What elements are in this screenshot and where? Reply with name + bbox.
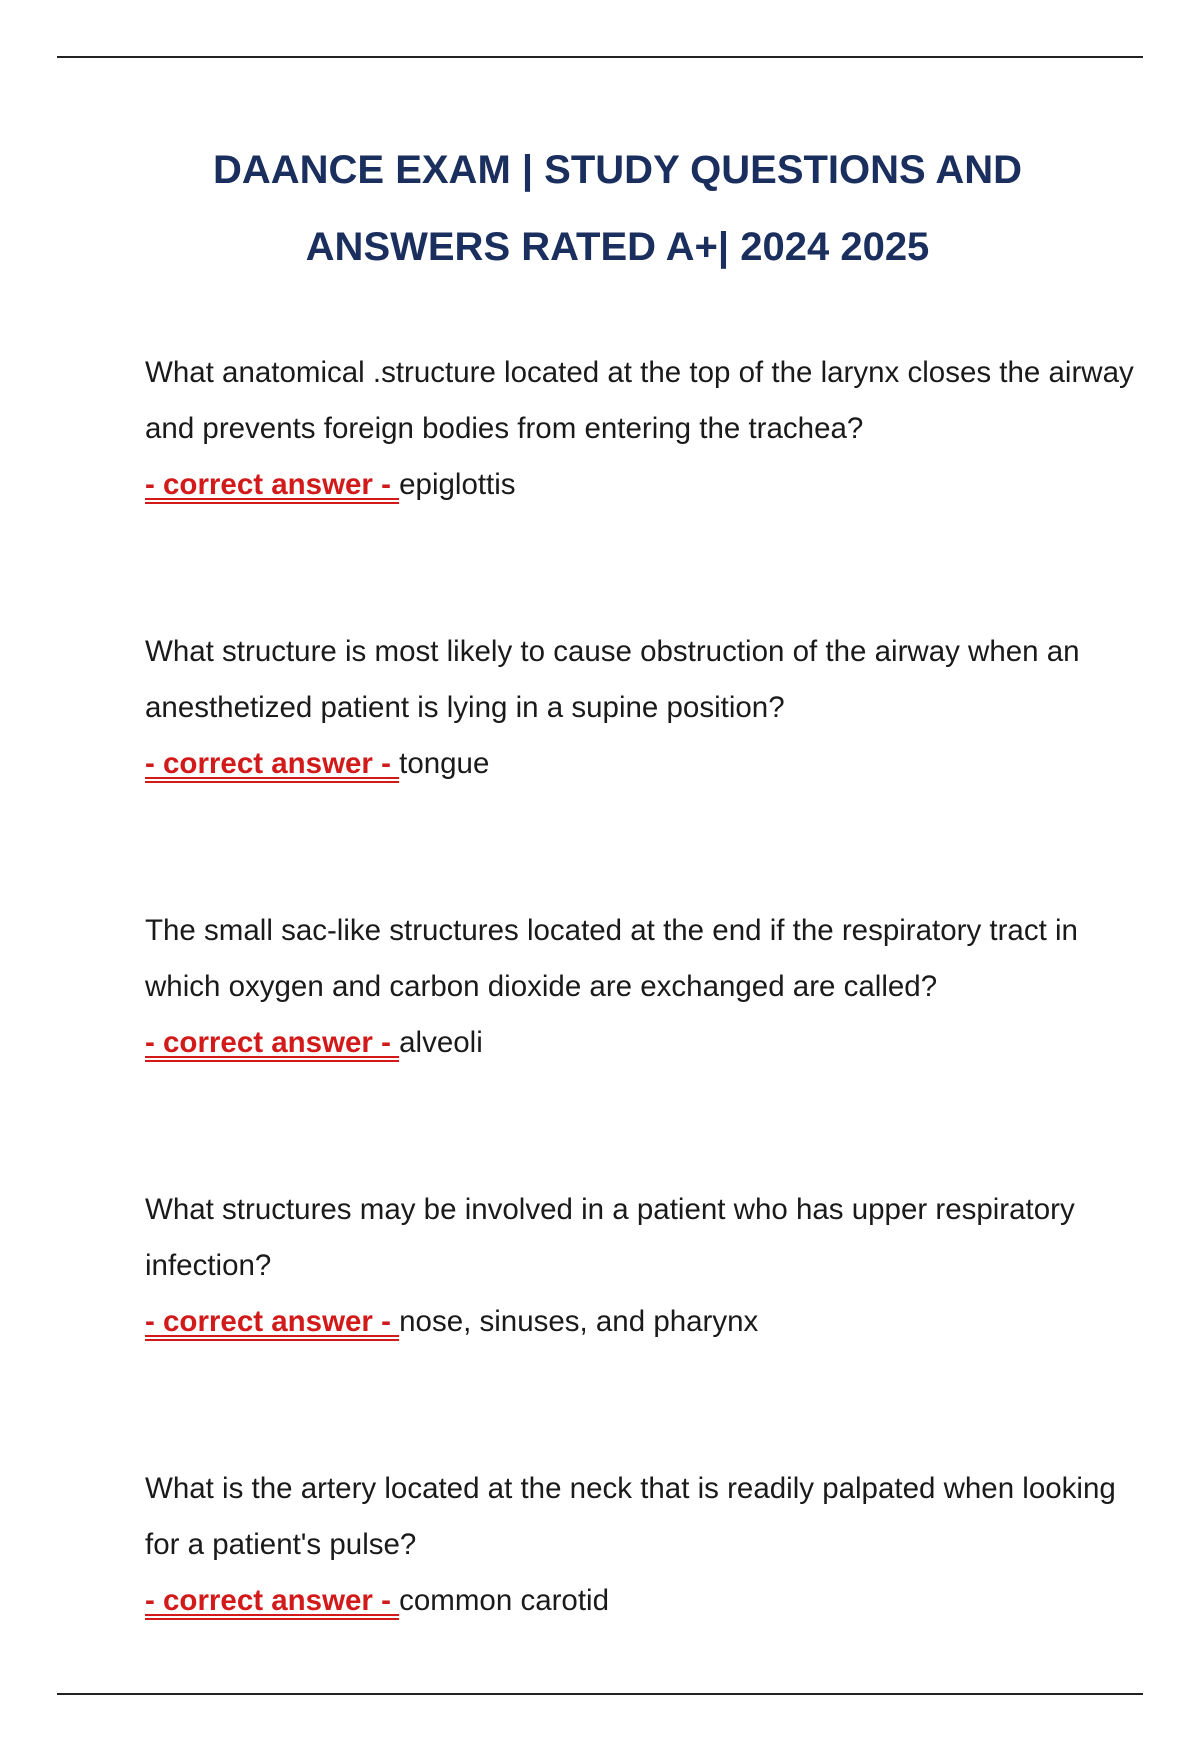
answer-text: alveoli	[399, 1026, 483, 1059]
top-rule	[57, 56, 1143, 58]
qa-item	[145, 345, 1155, 513]
question-text: What structures may be involved in a patient who has upper respiratory infection?	[145, 1193, 1075, 1282]
correct-answer-label: - correct answer -	[145, 1584, 400, 1617]
page-title	[100, 132, 1135, 286]
qa-list	[145, 345, 1155, 1740]
qa-item	[145, 1461, 1155, 1629]
correct-answer-label: - correct answer -	[145, 1026, 400, 1059]
bottom-rule	[57, 1693, 1143, 1695]
correct-answer-label: - correct answer -	[145, 468, 400, 501]
question-text: What anatomical .structure located at the top of the larynx closes the airway and prevents foreign bodies from entering the trachea?	[145, 356, 1134, 445]
question-text: What is the artery located at the neck that is readily palpated when looking for a patient's pulse?	[145, 1472, 1116, 1561]
answer-text: nose, sinuses, and pharynx	[399, 1305, 759, 1338]
qa-item	[145, 1182, 1155, 1350]
answer-text: epiglottis	[399, 468, 516, 501]
answer-text: tongue	[399, 747, 490, 780]
qa-item	[145, 903, 1155, 1071]
question-text: What structure is most likely to cause obstruction of the airway when an anesthetized patient is lying in a supine position?	[145, 635, 1080, 724]
answer-text: common carotid	[399, 1584, 609, 1617]
correct-answer-label: - correct answer -	[145, 747, 400, 780]
correct-answer-label: - correct answer -	[145, 1305, 400, 1338]
title-line-1: DAANCE EXAM | STUDY QUESTIONS AND	[212, 148, 1023, 192]
question-text: The small sac-like structures located at the end if the respiratory tract in which oxygen and carbon dioxide are exchanged are called?	[145, 914, 1078, 1003]
title-line-2: ANSWERS RATED A+| 2024 2025	[305, 225, 930, 269]
qa-item	[145, 624, 1155, 792]
